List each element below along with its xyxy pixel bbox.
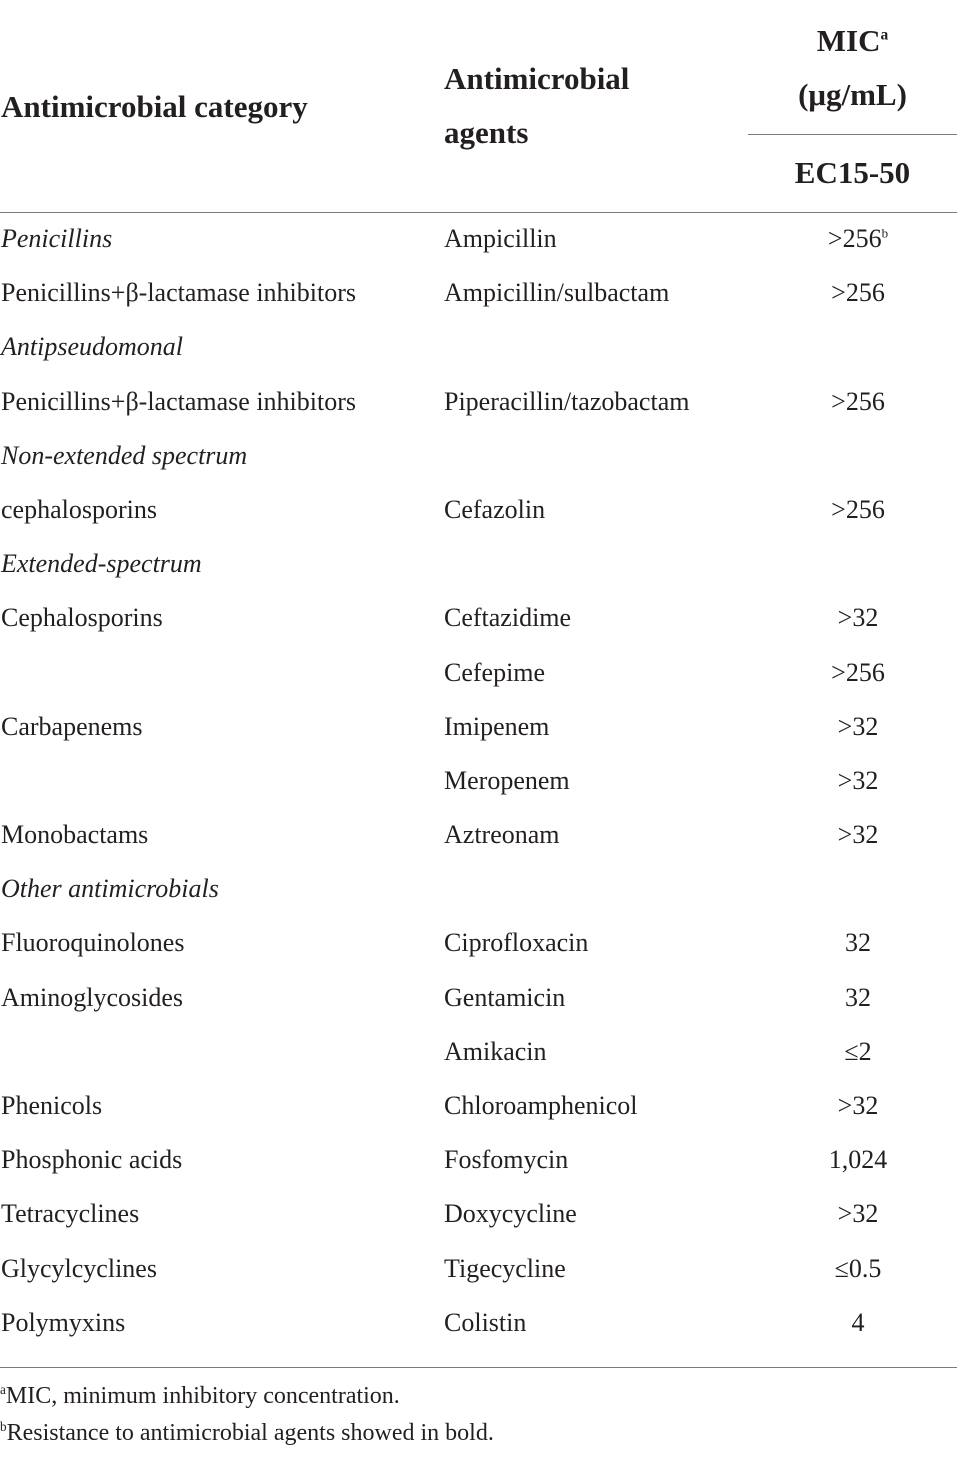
cell-mic [758,1187,957,1241]
cell-category: Carbapenems [1,711,143,741]
header-agents-line1: Antimicrobial [444,61,630,96]
cell-mic-value: >256 [831,657,885,687]
table-row [0,700,957,754]
cell-agent: Imipenem [444,711,550,741]
cell-mic-value: >256 [827,224,882,253]
cell-mic-value: >32 [837,711,879,741]
cell-category: Penicillins [1,224,113,253]
table-row [0,1079,957,1133]
table-row [0,916,957,970]
table-row [0,429,957,483]
table-row [0,537,957,591]
table-row [0,1133,957,1187]
cell-mic-value: >32 [837,1199,879,1229]
table-row [0,1296,957,1350]
table-footnotes [0,1378,957,1452]
cell-agent: Amikacin [444,1036,547,1066]
cell-mic [758,1296,957,1350]
cell-category: Penicillins+β-lactamase inhibitors [1,278,356,308]
cell-mic [758,483,957,537]
cell-agent: Piperacillin/tazobactam [444,386,690,416]
table-header [0,0,957,214]
cell-mic [758,971,957,1025]
cell-mic [758,212,957,266]
cell-agent: Ceftazidime [444,603,572,633]
cell-agent: Meropenem [444,765,570,795]
cell-category: Fluoroquinolones [1,928,185,958]
header-mic-unit: (μg/mL) [798,77,907,112]
cell-agent: Aztreonam [444,820,560,850]
table-row [0,320,957,374]
cell-mic-value: >256 [831,494,885,524]
cell-mic-value: >32 [837,765,879,795]
cell-category: Cephalosporins [1,603,163,633]
header-mic-line1 [748,14,957,68]
footnote [0,1415,957,1452]
table-body [0,212,957,1350]
cell-agent: Colistin [444,1307,527,1337]
cell-agent: Doxycycline [444,1199,577,1229]
cell-mic [758,266,957,320]
cell-category: Non-extended spectrum [1,440,248,470]
cell-agent: Tigecycline [444,1253,566,1283]
table-row [0,212,957,266]
cell-category: Phosphonic acids [1,1145,183,1175]
header-antimicrobial-category: Antimicrobial category [1,89,308,124]
cell-mic-value: 32 [845,928,871,958]
cell-mic [758,1242,957,1296]
cell-mic-value: 4 [851,1307,865,1337]
cell-category: Extended-spectrum [1,549,202,579]
cell-agent: Fosfomycin [444,1145,569,1175]
cell-agent: Chloroamphenicol [444,1091,638,1120]
cell-mic [758,754,957,808]
cell-agent: Cefazolin [444,494,546,524]
cell-agent: Ampicillin [444,224,557,253]
header-mic [748,14,957,122]
mic-header-divider [748,134,957,135]
table-row [0,1187,957,1241]
cell-mic-value: 1,024 [828,1145,888,1175]
table-row [0,754,957,808]
cell-mic-value: 32 [845,982,871,1012]
table-bottom-rule [0,1367,957,1368]
cell-category: Polymyxins [1,1307,126,1337]
cell-mic [758,375,957,429]
footnote [0,1378,957,1415]
cell-mic-value: >256 [831,278,885,308]
cell-mic [758,916,957,970]
footnote-text: Resistance to antimicrobial agents showed in bold. [6,1420,494,1446]
table-row [0,591,957,645]
header-agents-line2: agents [444,115,529,150]
cell-category: Glycylcyclines [1,1253,157,1283]
cell-mic [758,646,957,700]
table-row [0,375,957,429]
table-row [0,483,957,537]
table-row [0,1242,957,1296]
footnote-mark: b [0,1419,7,1434]
header-mic-footnote-mark: a [880,26,889,44]
cell-category: Monobactams [1,820,149,850]
cell-mic [758,700,957,754]
header-strain: EC15-50 [794,155,911,190]
cell-category: Penicillins+β-lactamase inhibitors [1,386,356,416]
cell-mic-value: >32 [837,820,879,850]
footnote-text: MIC, minimum inhibitory concentration. [5,1383,400,1409]
table-row [0,646,957,700]
cell-mic-value: >32 [837,603,879,633]
table-row [0,862,957,916]
header-antimicrobial-agents [444,52,629,160]
cell-agent: Gentamicin [444,982,566,1012]
cell-agent: Ampicillin/sulbactam [444,278,670,308]
cell-mic-footnote-mark: b [881,225,889,241]
cell-category: Other antimicrobials [1,874,219,904]
cell-agent: Cefepime [444,657,546,687]
table-row [0,971,957,1025]
cell-category: Tetracyclines [1,1199,140,1229]
cell-mic [758,1025,957,1079]
cell-mic-value: ≤2 [844,1036,872,1066]
cell-mic [758,1079,957,1133]
cell-category: Antipseudomonal [1,332,183,362]
cell-mic [758,1133,957,1187]
cell-mic [758,591,957,645]
table-row [0,808,957,862]
cell-mic [758,808,957,862]
table-row [0,1025,957,1079]
header-mic-label: MIC [816,23,881,58]
cell-category: Aminoglycosides [1,982,183,1012]
cell-category: cephalosporins [1,494,157,524]
cell-mic-value: ≤0.5 [834,1253,882,1283]
cell-agent: Ciprofloxacin [444,928,589,958]
cell-category: Phenicols [1,1091,103,1120]
table-row [0,266,957,320]
footnote-mark: a [0,1382,6,1397]
cell-mic-value: >256 [831,386,885,416]
cell-mic-value: >32 [837,1091,879,1120]
